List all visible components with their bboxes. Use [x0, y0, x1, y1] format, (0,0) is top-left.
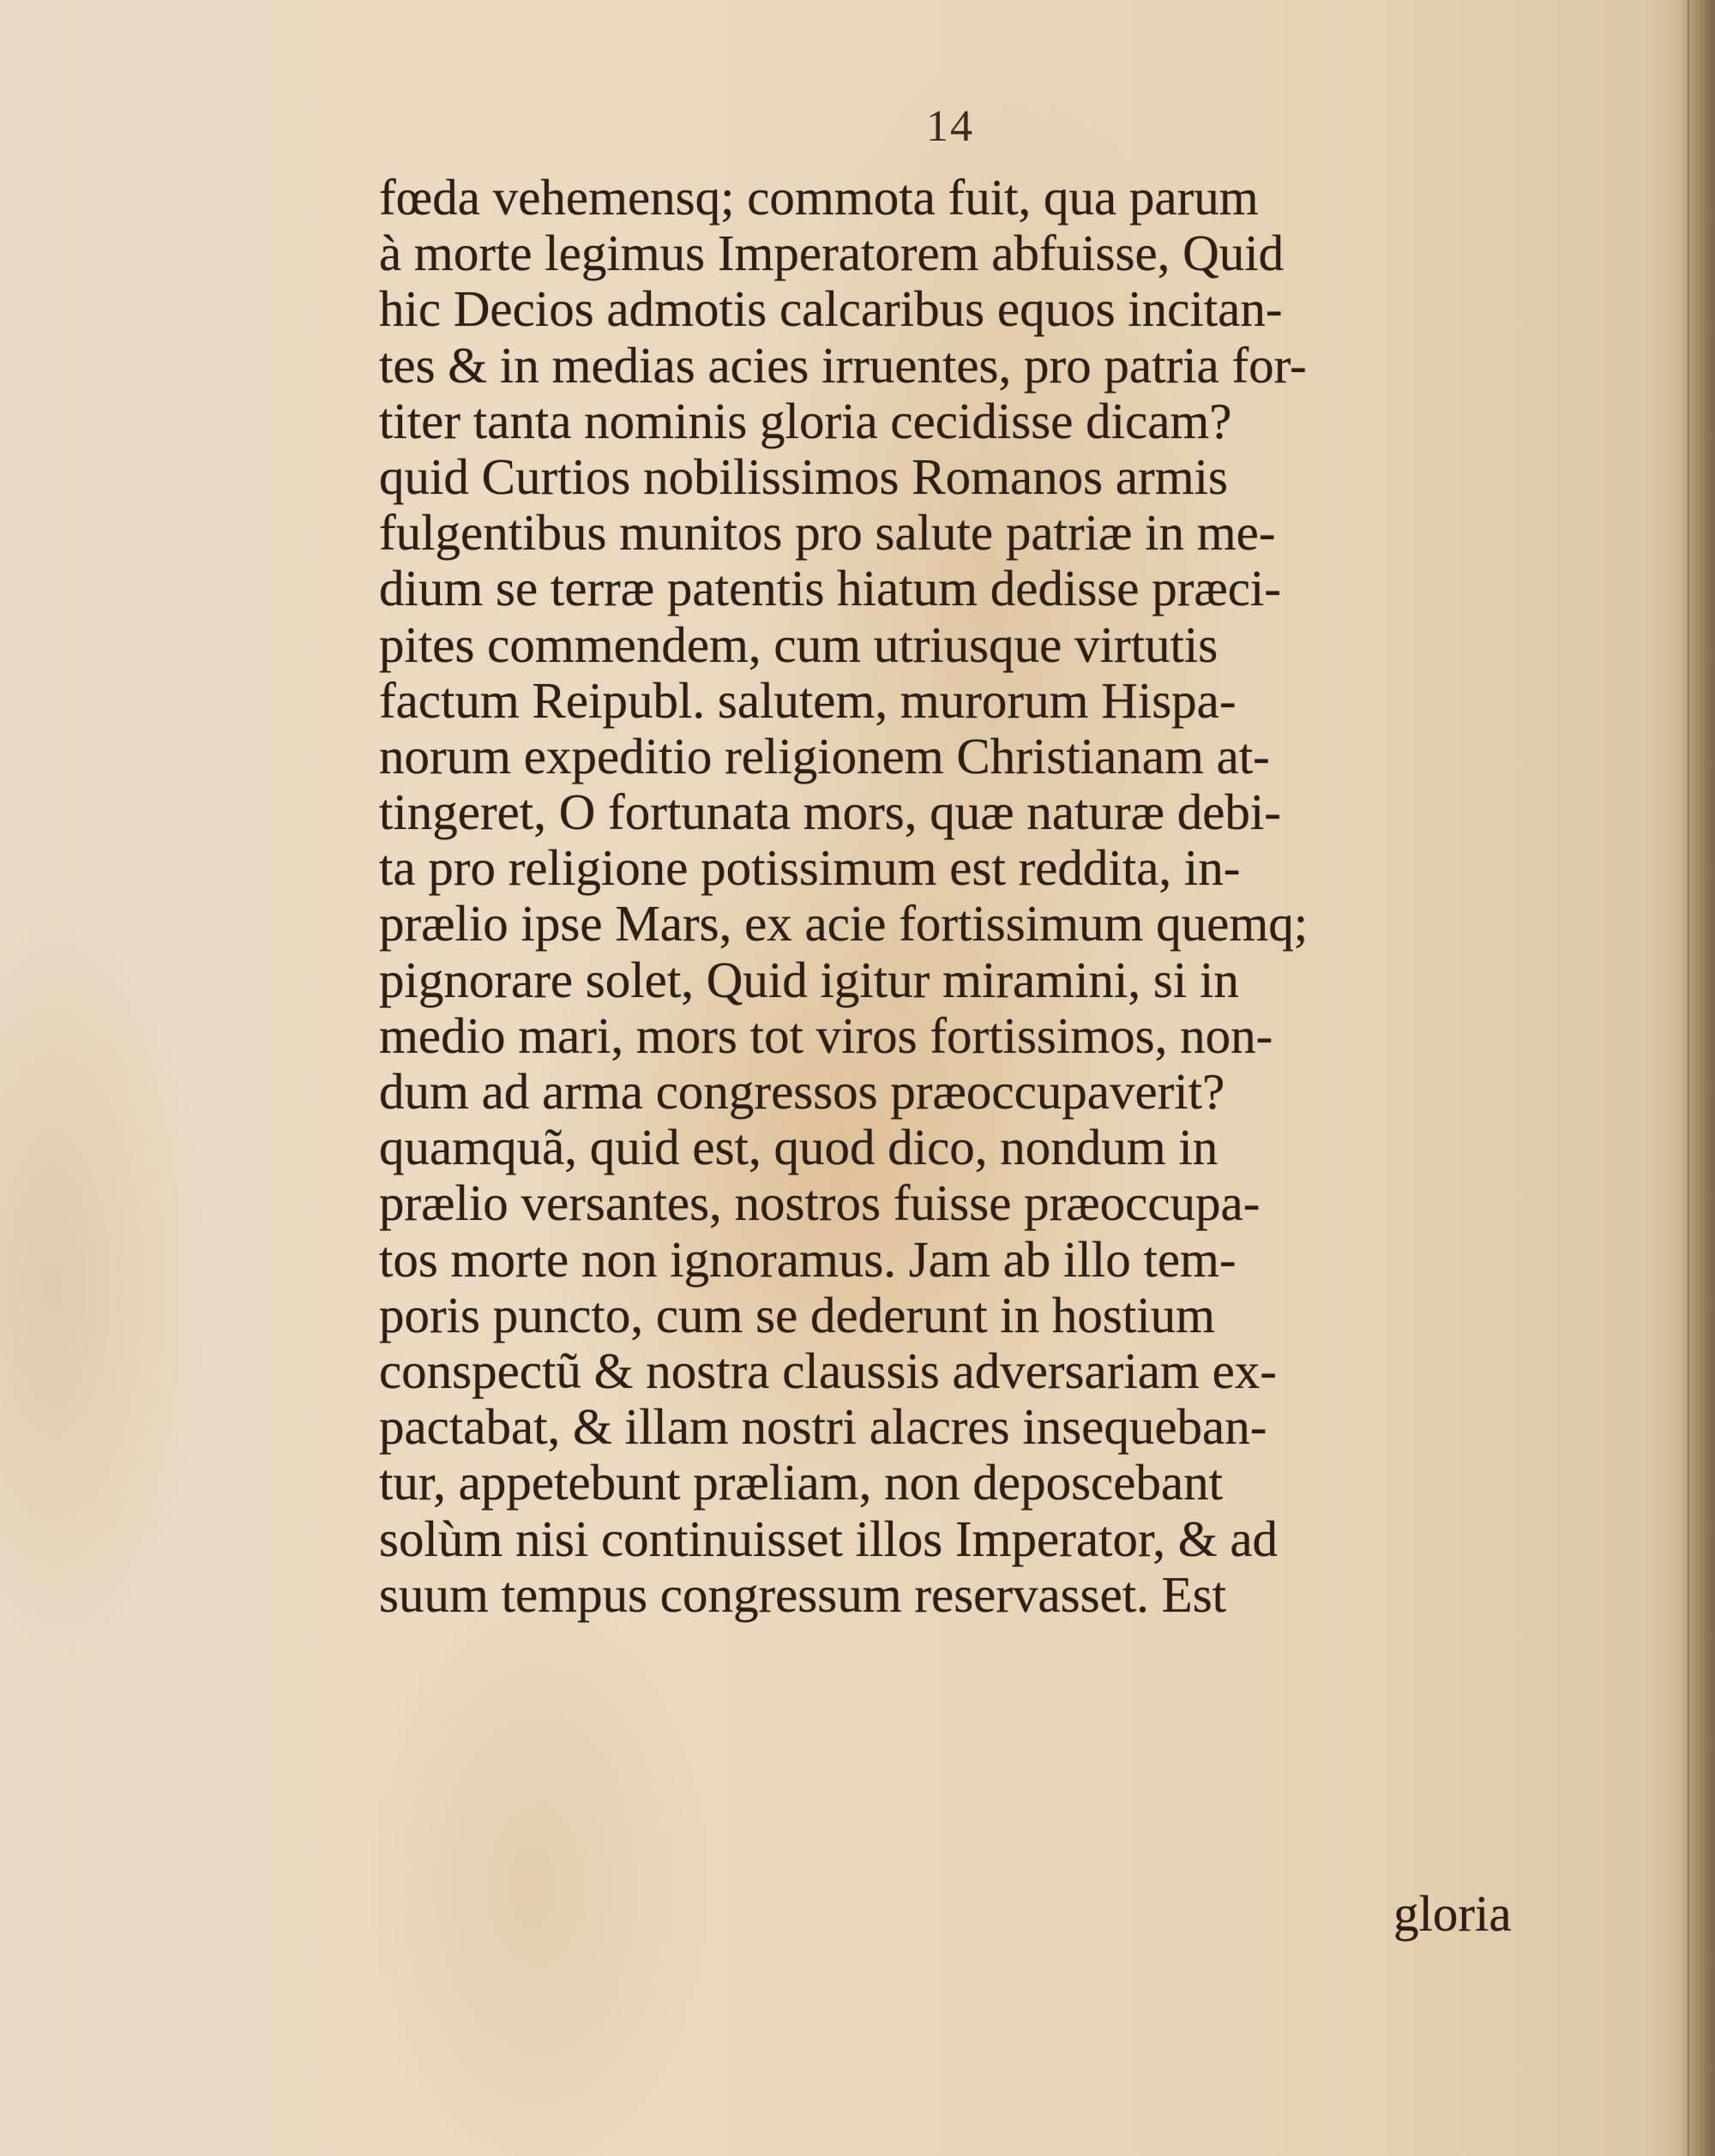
text-line: solùm nisi continuisset illos Imperator, & ad: [379, 1510, 1279, 1567]
text-line: pites commendem, cum utriusque virtutis: [379, 616, 1219, 673]
text-line: pignorare solet, Quid igitur miramini, si in: [379, 951, 1239, 1008]
page-number: 14: [926, 102, 974, 151]
text-line: tur, appetebunt præliam, non deposcebant: [379, 1454, 1223, 1511]
text-line: dium se terræ patentis hiatum dedisse præci-: [379, 560, 1281, 617]
text-line: norum expeditio religionem Christianam at-: [379, 727, 1270, 784]
text-line: fulgentibus munitos pro salute patriæ in me-: [379, 504, 1276, 562]
text-line: suum tempus congressum reservasset. Est: [379, 1565, 1227, 1623]
text-line: ta pro religione potissimum est reddita, in-: [379, 839, 1241, 897]
text-line: medio mari, mors tot viros fortissimos, non-: [379, 1006, 1273, 1064]
text-line: à morte legimus Imperatorem abfuisse, Quid: [379, 225, 1285, 282]
text-line: quid Curtios nobilissimos Romanos armis: [379, 447, 1228, 505]
catchword: gloria: [1393, 1885, 1512, 1942]
text-line: prælio ipse Mars, ex acie fortissimum quemq;: [379, 895, 1309, 952]
text-line: pactabat, & illam nostri alacres insequeban-: [379, 1398, 1267, 1456]
body-text: [379, 170, 1562, 1623]
text-line: tingeret, O fortunata mors, quæ naturæ debi-: [379, 784, 1281, 841]
text-line: prælio versantes, nostros fuisse præoccupa-: [379, 1174, 1261, 1232]
text-line: fœda vehemensq; commota fuit, qua parum: [379, 169, 1259, 225]
page-edge: [1688, 0, 1689, 2156]
text-line: tes & in medias acies irruentes, pro patria for-: [379, 336, 1307, 393]
text-line: titer tanta nominis gloria cecidisse dicam?: [379, 392, 1232, 449]
text-line: quamquã, quid est, quod dico, nondum in: [379, 1119, 1219, 1176]
text-line: dum ad arma congressos præoccupaverit?: [379, 1063, 1225, 1120]
text-line: hic Decios admotis calcaribus equos incitan-: [379, 280, 1283, 338]
text-line: factum Reipubl. salutem, murorum Hispa-: [379, 671, 1237, 729]
text-line: tos morte non ignoramus. Jam ab illo tem-: [379, 1230, 1237, 1288]
text-line: conspectũ & nostra claussis adversariam ex-: [379, 1342, 1277, 1399]
text-line: poris puncto, cum se dederunt in hostium: [379, 1286, 1215, 1343]
page-gutter-shadow: [1679, 0, 1715, 2156]
